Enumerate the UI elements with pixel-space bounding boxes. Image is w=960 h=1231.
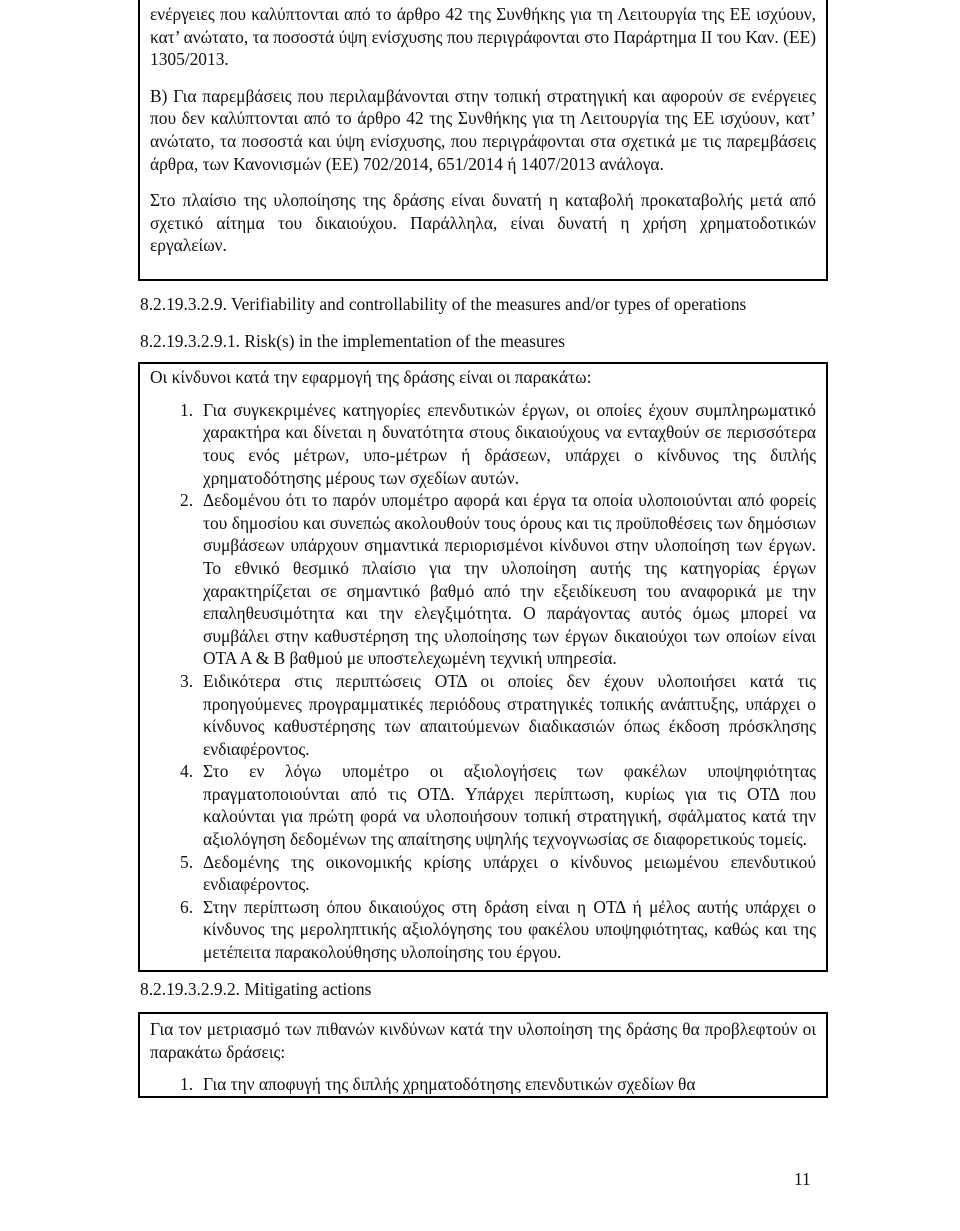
section-heading-verifiability: 8.2.19.3.2.9. Verifiability and controllability of the measures and/or types of operations: [140, 294, 747, 314]
section-heading-mitigating: 8.2.19.3.2.9.2. Mitigating actions: [140, 978, 372, 999]
list-item: [150, 851, 816, 896]
mitigating-box: [138, 1012, 828, 1098]
section-heading-risks: 8.2.19.3.2.9.1. Risk(s) in the implementation of the measures: [140, 330, 566, 351]
item-text: Στην περίπτωση όπου δικαιούχος στη δράση είναι η ΟΤΔ ή μέλος αυτής υπάρχει ο κίνδυνος της μεροληπτικής αξιολόγησης του φακέλου υποψηφιότητας, καθώς και της μετέπειτα παρακολούθησης υλοποίησης του έργου.: [203, 896, 816, 963]
list-item: [150, 399, 816, 489]
item-text: Στο εν λόγω υπομέτρο οι αξιολογήσεις των φακέλων υποψηφιότητας πραγματοποιούνται από τις ΟΤΔ. Υπάρχει περίπτωση, κυρίως για τις ΟΤΔ που καλούνται για πρώτη φορά να υλοποιήσουν τοπική στρατηγική, σφάλματος κατά την αξιολόγηση δεδομένων της απαίτησης υψηλής τεχνογνωσίας σε διαφορετικούς τομείς.: [203, 761, 816, 850]
item-number: 1.: [180, 1074, 194, 1095]
aid-intensity-box: [138, 0, 828, 281]
paragraph: Στο πλαίσιο της υλοποίησης της δράσης είναι δυνατή η καταβολή προκαταβολής μετά από σχετικό αίτημα του δικαιούχου. Παράλληλα, είναι δυνατή η χρήση χρηματοδοτικών εργαλείων.: [150, 190, 816, 256]
item-text: Για συγκεκριμένες κατηγορίες επενδυτικών έργων, οι οποίες έχουν συμπληρωματικό χαρακτήρα και δίνεται η δυνατότητα στους δικαιούχους να ενταχθούν σε περισσότερα τους ενός μέτρων, υπο-μέτρων ή δράσεων, υπάρχει ο κίνδυνος της διπλής χρηματοδότησης μέρους των σχεδίων αυτών.: [203, 399, 816, 488]
item-number: 2.: [180, 490, 194, 511]
mitigating-list: [150, 1073, 816, 1096]
list-item: [150, 896, 816, 964]
mitigating-lead: Για τον μετριασμό των πιθανών κινδύνων κατά την υλοποίηση της δράσης θα προβλεφτούν οι παρακάτω δράσεις:: [150, 1019, 816, 1062]
paragraph: Β) Για παρεμβάσεις που περιλαμβάνονται στην τοπική στρατηγική και αφορούν σε ενέργειες που δεν καλύπτονται από το άρθρο 42 της Συνθήκης για τη Λειτουργία της ΕΕ ισχύουν, κατ’ ανώτατο, τα ποσοστά και ύψη ενίσχυσης, που περιγράφονται στα σχετικά με τις παρεμβάσεις άρθρα, των Κανονισμών (ΕΕ) 702/2014, 651/2014 ή 1407/2013 ανάλογα.: [150, 85, 816, 174]
page-content: [138, 0, 828, 1098]
item-text: Για την αποφυγή της διπλής χρηματοδότησης επενδυτικών σχεδίων θα: [203, 1074, 696, 1095]
risks-box: [138, 362, 828, 971]
risks-lead: Οι κίνδυνοι κατά την εφαρμογή της δράσης είναι οι παρακάτω:: [150, 367, 592, 388]
item-number: 6.: [180, 896, 194, 917]
item-number: 4.: [180, 761, 194, 782]
item-number: 5.: [180, 851, 194, 872]
list-item: [150, 670, 816, 760]
list-item: [150, 1073, 816, 1096]
paragraph: ενέργειες που καλύπτονται από το άρθρο 42 της Συνθήκης για τη Λειτουργία της ΕΕ ισχύουν, κατ’ ανώτατο, τα ποσοστά ύψη ενίσχυσης που περιγράφονται στο Παράρτημα ΙΙ του Καν. (ΕΕ) 1305/2013.: [150, 4, 816, 70]
item-number: 3.: [180, 670, 194, 691]
item-text: Ειδικότερα στις περιπτώσεις ΟΤΔ οι οποίες δεν έχουν υλοποιήσει κατά τις προηγούμενες προγραμματικές περιόδους στρατηγικές τοπικής ανάπτυξης, υπάρχει ο κίνδυνος καθυστέρησης των απαιτούμενων διαδικασιών όπως έκδοση πρόσκλησης ενδιαφέροντος.: [203, 670, 816, 759]
item-text: Δεδομένης της οικονομικής κρίσης υπάρχει ο κίνδυνος μειωμένου επενδυτικού ενδιαφέροντος.: [203, 851, 816, 895]
item-text: Δεδομένου ότι το παρόν υπομέτρο αφορά και έργα τα οποία υλοποιούνται από φορείς του δημοσίου και συνεπώς ακολουθούν τους όρους και τις προϋποθέσεις των δημόσιων συμβάσεων υπάρχουν σημαντικά περιορισμένοι κίνδυνοι στην υλοποίηση των έργων. Το εθνικό θεσμικό πλαίσιο για την υλοποίηση αυτής της κατηγορίας έργων χαρακτηρίζεται σε σημαντικό βαθμό από την εξειδίκευση του αναφορικά με την επαληθευσιμότητα και την ελεγξιμότητα. Ο παράγοντας αυτός όμως μπορεί να συμβάλει στην καθυστέρηση της υλοποίησης των έργων δικαιούχοι των οποίων είναι ΟΤΑ Α & Β βαθμού με υποστελεχωμένη τεχνική υπηρεσία.: [203, 490, 816, 669]
risks-list: [150, 399, 816, 964]
list-item: [150, 489, 816, 670]
list-item: [150, 760, 816, 850]
page-number: 11: [794, 1169, 811, 1189]
item-number: 1.: [180, 399, 194, 420]
